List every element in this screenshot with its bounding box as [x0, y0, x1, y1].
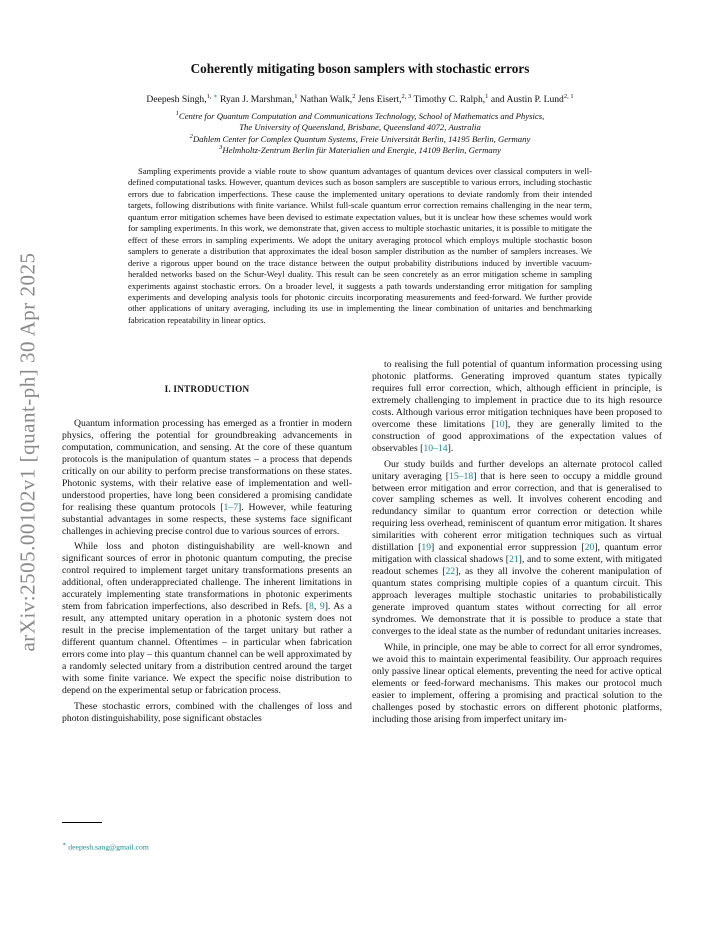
- citation-link[interactable]: 9: [319, 601, 325, 613]
- email-link[interactable]: deepesh.sang@gmail.com: [68, 842, 149, 852]
- citation-link[interactable]: 1–7: [223, 501, 239, 513]
- body-paragraph: While, in principle, one may be able to correct for all error syndromes, we avoid this to maintain experimental feasibility. Our approach requires only passive linear optical elements, preventing the need for active optical elements or feed-forward mechanisms. This makes our protocol much easier to implement, offering a promising and practical solution to the challenges posed by stochastic errors on different photonic platforms, including those arising from imperfect unitary im-: [372, 641, 662, 725]
- citation-link[interactable]: 19: [421, 542, 432, 554]
- body-paragraph: Quantum information processing has emerged as a frontier in modern physics, offering the potential for groundbreaking advancements in computation, communication, and sensing. At the core of these quantum protocols is the manipulation of quantum states – a process that depends critically on our ability to perform precise transformations on these states. Photonic systems, with their relative ease of implementation and well-understood properties, have long been considered a promising candidate for realising these quantum protocols [1–7]. However, while featuring substantial advantages in some respects, these systems face significant challenges in achieving precise control due to various sources of errors.: [62, 417, 352, 537]
- footnote-rule: [62, 822, 102, 823]
- section-heading: I. INTRODUCTION: [164, 384, 250, 394]
- arxiv-identifier: arXiv:2505.00102v1 [quant-ph] 30 Apr 2025: [15, 252, 40, 652]
- citation-link[interactable]: 21: [508, 554, 519, 566]
- body-paragraph: to realising the full potential of quantum information processing using photonic platforms. Generating improved quantum states typically requires full error correction, which, although efficient in principle, is extremely challenging to implement in practice due to its high resource costs. Although various error mitigation techniques have been proposed to overcome these limitations [10], they are generally limited to the construction of good approximations of the expectation values of observables [10–14].: [372, 359, 663, 454]
- citation-link[interactable]: 20: [584, 542, 595, 554]
- author: and Austin P. Lund: [490, 94, 564, 106]
- footnote: [62, 840, 149, 852]
- affiliation-3: $^3$Helmholtz-Zentrum Berlin für Materialien und Energie, 14109 Berlin, Germany: [219, 144, 501, 155]
- body-paragraph: Our study builds and further develops an alternate protocol called unitary averaging [15–18] that is here seen to occupy a middle ground between error mitigation and error correction, and that is generalised to cover sampling schemes as well. It involves coherent encoding and redundancy similar to quantum error correction or detection while requiring less overhead, reminiscent of quantum error mitigation. It shares similarities with coherent error mitigation techniques such as virtual distillation [19] and exponential error suppression [20], quantum error mitigation with classical shadows [21], and to some extent, with mitigated readout schemes [22], as they all involve the coherent manipulation of quantum states comprising multiple copies of a quantum circuit. This approach leverages multiple stochastic unitaries to probabilistically generate improved quantum states without correcting for all error syndromes. We demonstrate that it is possible to produce a state that converges to the ideal state as the number of redundant unitaries increases.: [372, 458, 662, 637]
- affiliation-2: $^2$Dahlem Center for Complex Quantum Systems, Freie Universität Berlin, 14195 Berlin, Germany: [189, 133, 531, 144]
- arxiv-identifier-margin: [8, 232, 48, 672]
- author-affil-sup: 1: [485, 93, 489, 100]
- citation-link[interactable]: 10: [494, 418, 505, 430]
- abstract: [128, 166, 592, 326]
- paper-title: Coherently mitigating boson samplers with stochastic errors: [190, 61, 530, 76]
- body-paragraph: While loss and photon distinguishability are well-known and significant sources of error in photonic quantum computing, the precise control required to implement target unitary transformations presents an additional, often underappreciated challenge. The inherent limitations in accurately implementing state transformations in photonic experiments stem from fabrication imperfections, also described in Refs. [8, 9]. As a result, any attempted unitary operation in a photonic system does not result in the precise implementation of the target unitary but rather a different quantum channel. Oftentimes – in particular when fabrication errors come into play – this quantum channel can be well approximated by a randomly selected unitary from a distribution centred around the target with some finite variance. We expect the specific noise distribution to depend on the experimental setup or fabrication process.: [62, 541, 353, 696]
- author: Ryan J. Marshman,: [219, 94, 295, 106]
- author-affil-sup: 2, 3: [401, 93, 412, 100]
- author: Nathan Walk,: [299, 94, 353, 106]
- abstract-text: Sampling experiments provide a viable route to show quantum advantages of quantum devices over classical computers in well-defined computational tasks. However, quantum devices such as boson samplers are susceptible to various errors, including stochastic errors due to fabrication imperfections. These cause the implemented unitary operations to deviate randomly from their intended targets, following distributions with finite variance. Whilst full-scale quantum error correction remains challenging in the near term, quantum error mitigation schemes have been devised to estimate expectation values, but it is unclear how these schemes would work for sampling experiments. In this work, we demonstrate that, given access to multiple stochastic unitaries, it is possible to mitigate the effect of these errors in sampling experiments. We adopt the unitary averaging protocol which employs multiple stochastic boson samplers to generate a distribution that approximates the ideal boson sampler distribution as the number of samplers increases. We derive a rigorous upper bound on the trace distance between the output probability distributions induced by invertible vacuum-heralded networks based on the Schur-Weyl duality. This result can be seen concretely as an error mitigation scheme in sampling experiments against stochastic errors. On a broader level, it suggests a path towards understanding error mitigation for sampling experiments and developing analysis tools for photonic circuits incorporating measurements and feed-forward. We further provide other applications of unitary averaging, including its use in implementing the linear combination of unitaries and benchmarking fabrication repeatability in linear optics.: [128, 166, 592, 325]
- corresponding-star[interactable]: ∗: [213, 93, 218, 100]
- footnote-star: ∗: [62, 841, 67, 848]
- author-list: [0, 92, 720, 105]
- affiliation-1: $^1$Centre for Quantum Computation and Communications Technology, School of Mathematics and Physics, The University of Queensland, Brisbane, Queensland 4072, Australia: [175, 110, 545, 132]
- author-affil-sup: 2, 1: [563, 93, 574, 100]
- author-affil-sup: 2: [352, 93, 356, 100]
- author: Jens Eisert,: [357, 94, 402, 106]
- author: Timothy C. Ralph,: [413, 94, 486, 106]
- author-affil-sup: 1, ∗: [206, 93, 218, 100]
- body-paragraph: These stochastic errors, combined with the challenges of loss and photon distinguishability, pose significant obstacles: [62, 700, 352, 724]
- citation-link[interactable]: 10–14: [423, 442, 448, 454]
- right-column: [372, 359, 662, 726]
- citation-link[interactable]: 22: [445, 566, 456, 578]
- author: Deepesh Singh,: [146, 94, 207, 106]
- citation-link[interactable]: 8: [309, 601, 314, 613]
- author-affil-sup: 1: [294, 93, 298, 100]
- citation-link[interactable]: 15–18: [448, 470, 474, 482]
- left-column: [62, 358, 352, 725]
